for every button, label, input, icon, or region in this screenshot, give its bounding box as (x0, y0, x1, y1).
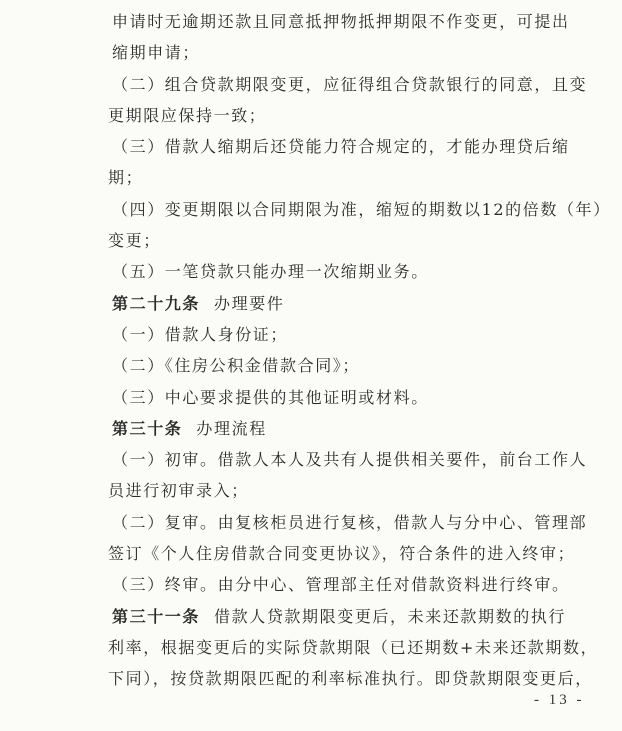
text-line: （五）一笔贷款只能办理一次缩期业务。 (112, 262, 429, 282)
text-line: 签订《个人住房借款合同变更协议》，符合条件的进入终审； (108, 544, 576, 564)
article-body-start: 借款人贷款期限变更后，未来还款期数的执行 (214, 606, 567, 626)
text-line: 更期限应保持一致； (108, 105, 267, 125)
text-line: （三）借款人缩期后还贷能力符合规定的，才能办理贷后缩 (112, 137, 570, 157)
article-heading-31 (0, 601, 622, 632)
text-line: （二）组合贷款期限变更，应征得组合贷款银行的同意，且变 (112, 74, 588, 94)
text-line: 缩期申请； (112, 43, 201, 63)
text-line: （四）变更期限以合同期限为准，缩短的期数以12的倍数（年） (112, 199, 611, 219)
text-line: （一）借款人身份证； (112, 324, 289, 344)
text-line: 申请时无逾期还款且同意抵押物抵押期限不作变更，可提出 (112, 12, 570, 31)
text-line: 期； (108, 168, 144, 188)
article-number: 第二十九条 (112, 293, 201, 313)
text-line: （二）《住房公积金借款合同》； (112, 356, 361, 376)
article-number: 第三十条 (112, 418, 183, 438)
text-line: （二）复审。由复核柜员进行复核，借款人与分中心、管理部 (112, 512, 588, 532)
article-heading-30 (0, 413, 622, 444)
article-title: 办理流程 (196, 418, 267, 438)
document-body (0, 6, 622, 695)
text-line: （三）中心要求提供的其他证明或材料。 (112, 387, 429, 407)
page-number: - 13 - (534, 692, 585, 708)
text-line: 员进行初审录入； (108, 481, 249, 501)
article-heading-29 (0, 288, 622, 319)
text-line: 利率，根据变更后的实际贷款期限（已还期数+未来还款期数， (108, 637, 599, 657)
text-line: （一）初审。借款人本人及共有人提供相关要件，前台工作人 (112, 450, 588, 470)
text-line: 下同），按贷款期限匹配的利率标准执行。即贷款期限变更后， (108, 669, 593, 689)
article-number: 第三十一条 (112, 606, 201, 626)
text-line: 变更； (108, 231, 161, 251)
article-title: 办理要件 (214, 293, 285, 313)
text-line: （三）终审。由分中心、管理部主任对借款资料进行终审。 (112, 575, 570, 595)
